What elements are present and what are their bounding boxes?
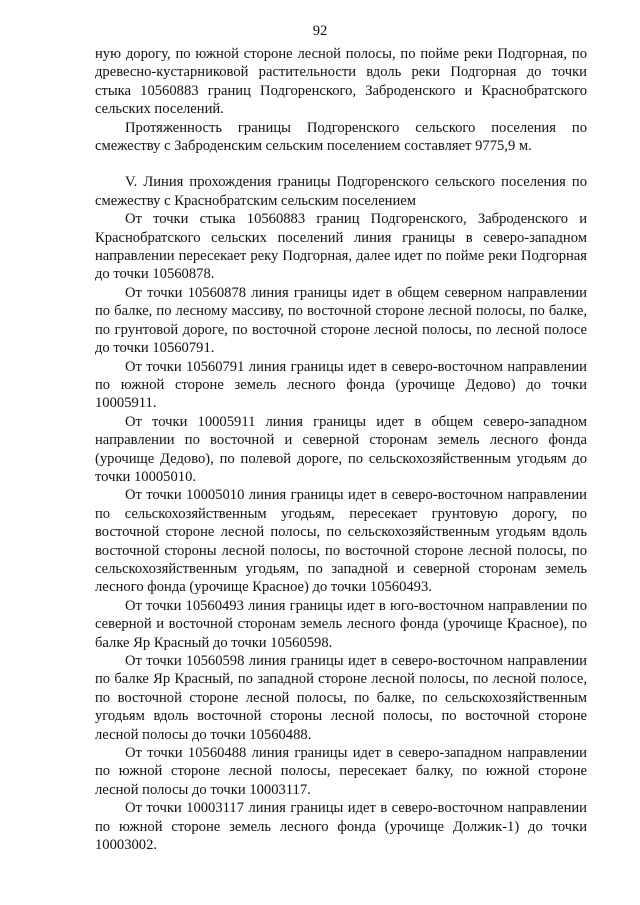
boundary-paragraph: От точки 10560598 линия границы идет в северо-восточном направлении по балке Яр Красный, по западной стороне лесной полосы, по лесной полосе, по восточной стороне лесной полосы, по балке, по сельскохозяйственным угодьям вдоль восточной стороны лесной полосы, по восточной стороне лесной полосы до точки 10560488. (95, 653, 587, 743)
section-gap (95, 155, 587, 173)
boundary-paragraph: От точки 10560791 линия границы идет в северо-восточном направлении по южной стороне земель лесного фонда (урочище Дедово) до точки 10005911. (95, 358, 587, 412)
document-body (95, 45, 587, 854)
length-paragraph: Протяженность границы Подгоренского сельского поселения по смежеству с Заброденским сельским поселением составляет 9775,9 м. (95, 119, 587, 155)
boundary-paragraph: От точки 10560878 линия границы идет в общем северном направлении по балке, по лесному массиву, по восточной стороне лесной полосы, по балке, по грунтовой дороге, по восточной стороне лесной полосы, по лесной полосе до точки 10560791. (95, 284, 587, 357)
boundary-paragraph: От точки 10560488 линия границы идет в северо-западном направлении по южной стороне лесной полосы, пересекает балку, по южной стороне лесной полосы до точки 10003117. (95, 745, 587, 798)
boundary-paragraph: От точки 10003117 линия границы идет в северо-восточном направлении по южной стороне земель лесного фонда (урочище Должик-1) до точки 10003002. (95, 800, 587, 854)
continuation-paragraph: ную дорогу, по южной стороне лесной полосы, по пойме реки Подгорная, по древесно-кустарниковой растительности вдоль реки Подгорная до точки стыка 10560883 границ Подгоренского, Заброденского и Краснобратского сельских поселений. (95, 46, 587, 118)
boundary-paragraph: От точки стыка 10560883 границ Подгоренского, Заброденского и Краснобратского сельских поселений линия границы в северо-западном направлении пересекает реку Подгорная, далее идет по пойме реки Подгорная до точки 10560878. (95, 211, 587, 283)
page-number: 92 (312, 23, 328, 39)
boundary-paragraph: От точки 10005010 линия границы идет в северо-восточном направлении по сельскохозяйственным угодьям, пересекает грунтовую дорогу, по восточной стороне лесной полосы, по сельскохозяйственным угодьям вдоль восточной стороны лесной полосы, по восточной стороне лесной полосы, по сельскохозяйственным угодьям, по западной и северной сторонам земель лесного фонда (урочище Красное) до точки 10560493. (95, 487, 587, 596)
boundary-paragraph: От точки 10560493 линия границы идет в юго-восточном направлении по северной и восточной сторонам земель лесного фонда (урочище Красное), по балке Яр Красный до точки 10560598. (95, 597, 587, 651)
section-heading: V. Линия прохождения границы Подгоренского сельского поселения по смежеству с Краснобратским сельским поселением (95, 174, 587, 209)
boundary-paragraph: От точки 10005911 линия границы идет в общем северо-западном направлении по восточной и северной сторонам земель лесного фонда (урочище Дедово), по полевой дороге, по сельскохозяйственным угодьям до точки 10005010. (95, 413, 587, 485)
